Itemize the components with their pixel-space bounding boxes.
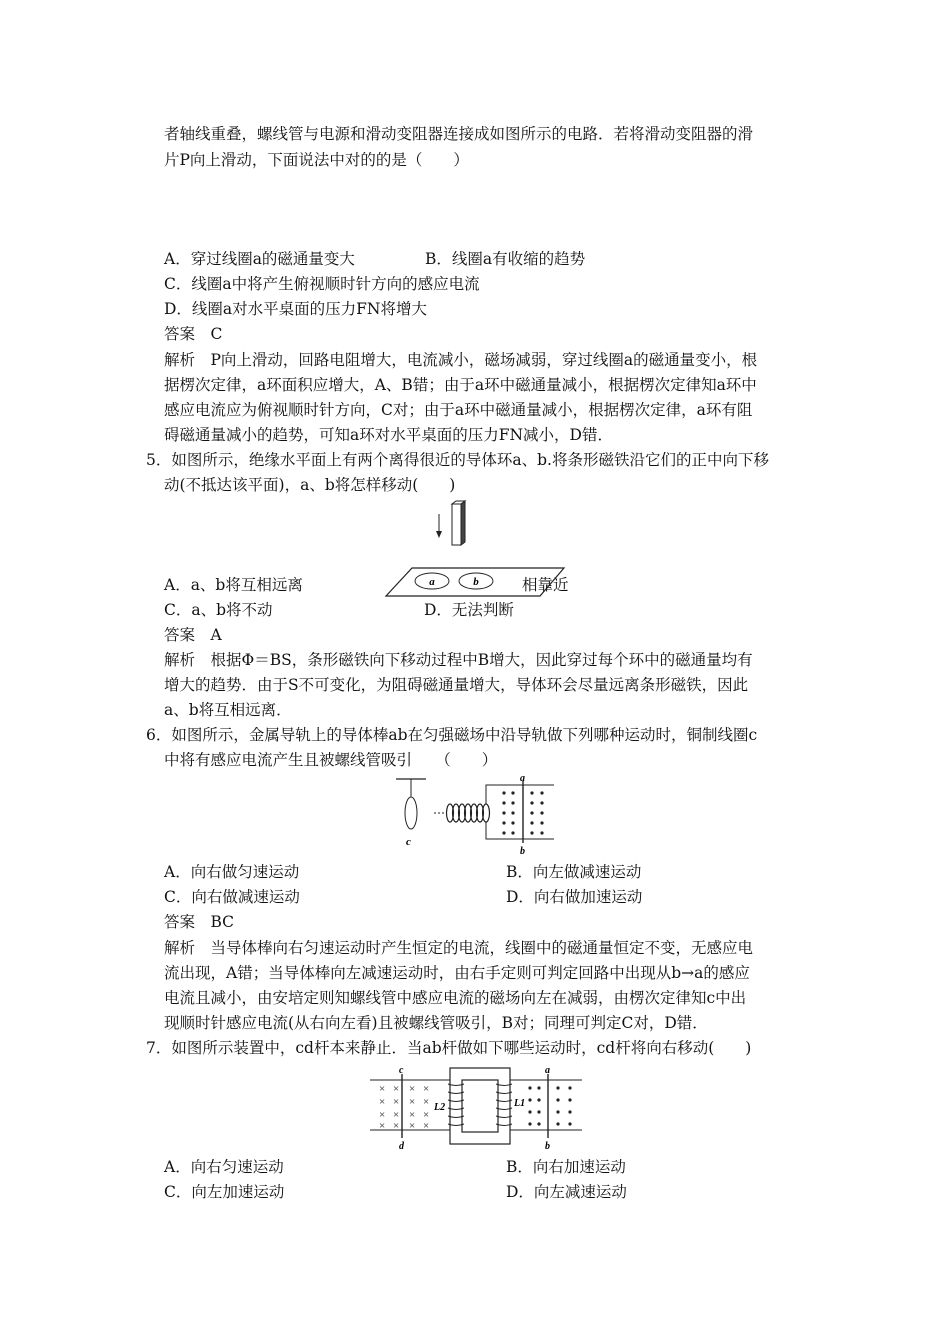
svg-text:×: × xyxy=(379,1120,386,1132)
q5-analysis-line-2: 增大的趋势．由于S不可变化，为阻碍磁通量增大，导体环会尽量远离条形磁铁，因此 xyxy=(164,676,749,694)
svg-text:×: × xyxy=(423,1083,430,1095)
q4-answer: 答案 C xyxy=(164,325,223,343)
svg-text:×: × xyxy=(393,1083,400,1095)
q7-option-a: A．向右匀速运动 xyxy=(164,1158,284,1176)
q4-option-d: D．线圈a对水平桌面的压力FN将增大 xyxy=(164,300,427,318)
q5-analysis-line-3: a、b将互相远离． xyxy=(164,701,292,719)
svg-text:×: × xyxy=(409,1096,416,1108)
svg-text:×: × xyxy=(379,1083,386,1095)
q7-rod-b-label: b xyxy=(545,1141,550,1150)
q6-rod-b-label: b xyxy=(520,846,525,855)
q4-analysis-line-3: 感应电流应为俯视顺时针方向，C对；由于a环中磁通量减小，根据楞次定律，a环有阻 xyxy=(164,401,753,419)
q6-option-d: D．向右做加速运动 xyxy=(506,888,643,906)
q7-coil-l2-label: L2 xyxy=(434,1102,446,1113)
q4-analysis-line-1: 解析 P向上滑动，回路电阻增大，电流减小，磁场减弱，穿过线圈a的磁通量变小，根 xyxy=(164,351,758,369)
q7-stem-line-1: 7．如图所示装置中，cd杆本来静止．当ab杆做如下哪些运动时，cd杆将向右移动( ) xyxy=(146,1039,752,1057)
q4-option-c: C．线圈a中将产生俯视顺时针方向的感应电流 xyxy=(164,275,480,293)
svg-text:×: × xyxy=(379,1109,386,1121)
q5-option-c: C．a、b将不动 xyxy=(164,601,273,619)
q5-analysis-line-1: 解析 根据Φ＝BS，条形磁铁向下移动过程中B增大，因此穿过每个环中的磁通量均有 xyxy=(164,651,753,669)
svg-text:×: × xyxy=(393,1120,400,1132)
q7-coil-l1-label: L1 xyxy=(514,1098,526,1109)
q5-ring-a-label: a xyxy=(429,576,435,588)
q6-answer: 答案 BC xyxy=(164,913,235,931)
q6-analysis-line-2: 流出现，A错；当导体棒向左减速运动时，由右手定则可判定回路中出现从b→a的感应 xyxy=(164,964,750,982)
svg-text:×: × xyxy=(423,1120,430,1132)
q7-transformer-rails-figure xyxy=(370,1064,585,1150)
q5-option-b-visible: 相靠近 xyxy=(522,576,569,594)
q5-stem-line-2: 动(不抵达该平面)，a、b将怎样移动( ) xyxy=(164,476,456,494)
q4-option-a: A．穿过线圈a的磁通量变大 xyxy=(164,250,355,268)
q7-option-d: D．向左减速运动 xyxy=(506,1183,627,1201)
q6-rod-a-label: a xyxy=(520,775,525,784)
q6-analysis-line-1: 解析 当导体棒向右匀速运动时产生恒定的电流，线圈中的磁通量恒定不变，无感应电 xyxy=(164,939,754,957)
q4-analysis-line-4: 碍磁通量减小的趋势，可知a环对水平桌面的压力FN减小，D错． xyxy=(164,426,613,444)
svg-text:×: × xyxy=(393,1109,400,1121)
q5-stem-line-1: 5．如图所示，绝缘水平面上有两个离得很近的导体环a、b.将条形磁铁沿它们的正中向下移 xyxy=(146,451,769,469)
q6-stem-line-1: 6．如图所示，金属导轨上的导体棒ab在匀强磁场中沿导轨做下列哪种运动时，铜制线圈c xyxy=(146,726,758,744)
q6-option-a: A．向右做匀速运动 xyxy=(164,863,300,881)
q4-analysis-line-2: 据楞次定律，a环面积应增大，A、B错；由于a环中磁通量减小，根据楞次定律知a环中 xyxy=(164,376,757,394)
svg-text:×: × xyxy=(423,1109,430,1121)
q6-analysis-line-4: 现顺时针感应电流(从右向左看)且被螺线管吸引，B对；同理可判定C对，D错． xyxy=(164,1014,708,1032)
svg-text:×: × xyxy=(379,1096,386,1108)
q5-option-a: A．a、b将互相远离 xyxy=(164,576,303,594)
q6-stem-line-2: 中将有感应电流产生且被螺线管吸引 （ ） xyxy=(164,751,498,769)
q7-rod-c-label: c xyxy=(399,1065,404,1076)
q5-answer: 答案 A xyxy=(164,626,222,644)
svg-text:×: × xyxy=(423,1096,430,1108)
q6-analysis-line-3: 电流且减小，由安培定则知螺线管中感应电流的磁场向左在减弱，由楞次定律知c中出 xyxy=(164,989,747,1007)
svg-text:×: × xyxy=(409,1120,416,1132)
q6-coil-c-label: c xyxy=(406,836,411,848)
q4-option-b: B．线圈a有收缩的趋势 xyxy=(425,250,586,268)
q4-stem-line-1: 者轴线重叠，螺线管与电源和滑动变阻器连接成如图所示的电路．若将滑动变阻器的滑 xyxy=(164,125,754,143)
q7-rod-a-label: a xyxy=(545,1065,550,1076)
q5-ring-b-label: b xyxy=(473,576,479,588)
q4-stem-line-2: 片P向上滑动，下面说法中对的的是（ ） xyxy=(164,151,469,169)
q6-option-c: C．向右做减速运动 xyxy=(164,888,300,906)
q6-solenoid-rails-figure xyxy=(396,775,561,855)
q5-option-d: D．无法判断 xyxy=(424,601,514,619)
q7-rod-d-label: d xyxy=(399,1141,404,1150)
q7-option-c: C．向左加速运动 xyxy=(164,1183,285,1201)
svg-text:×: × xyxy=(393,1096,400,1108)
q6-option-b: B．向左做减速运动 xyxy=(506,863,642,881)
svg-text:×: × xyxy=(409,1083,416,1095)
q7-option-b: B．向右加速运动 xyxy=(506,1158,626,1176)
svg-text:×: × xyxy=(409,1109,416,1121)
